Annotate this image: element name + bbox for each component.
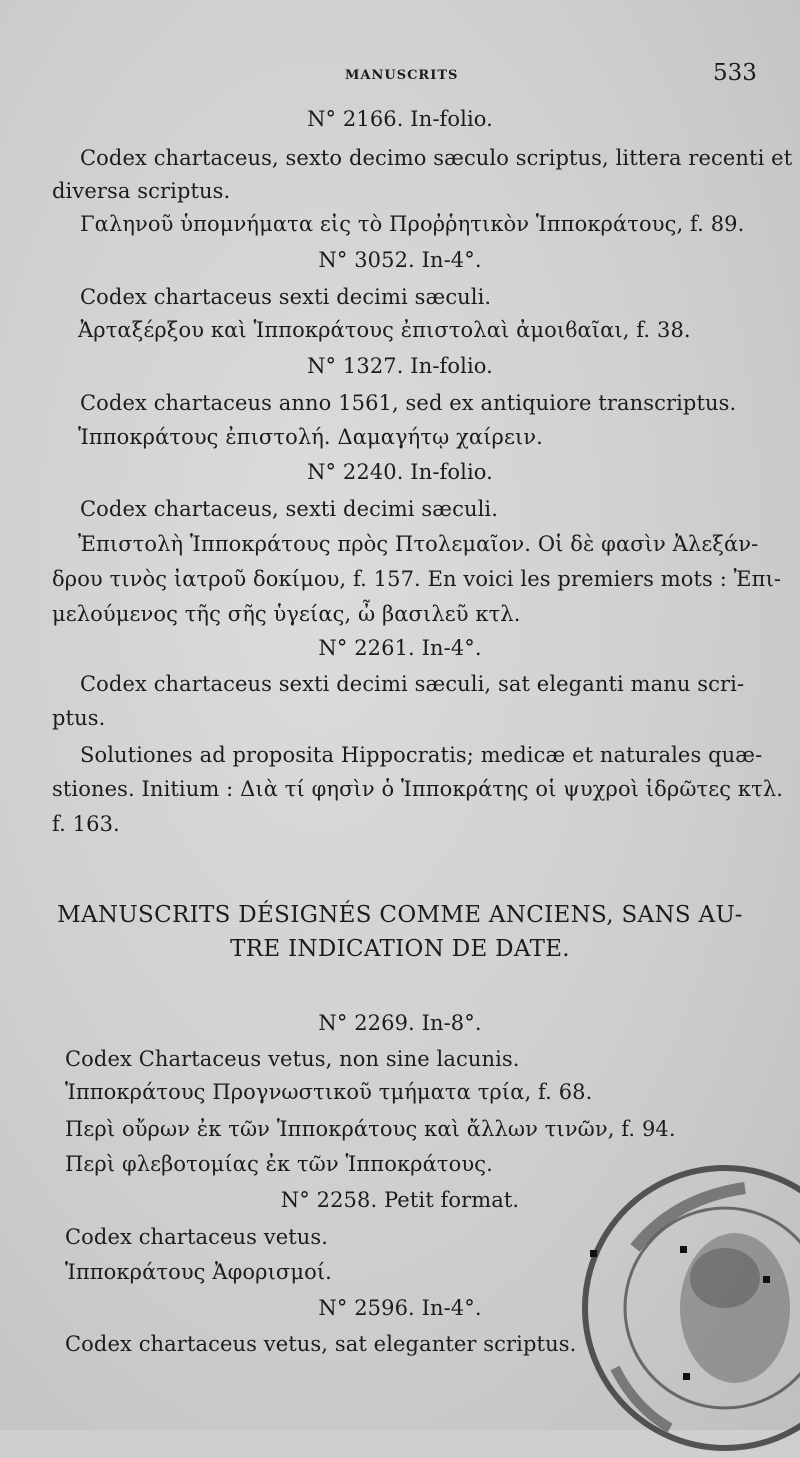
text-line: Codex chartaceus sexti decimi sæculi, sat eleganti manu scri- <box>80 672 745 696</box>
text-line: Solutiones ad proposita Hippocratis; medicæ et naturales quæ- <box>80 743 763 767</box>
greek-text-line: Περὶ φλεβοτομίας ἐκ τῶν Ἱπποκράτους. <box>65 1152 493 1176</box>
text-line: f. 163. <box>52 812 120 836</box>
section-heading-line: TRE INDICATION DE DATE. <box>230 936 570 962</box>
manuscript-entry-number: N° 1327. In-folio. <box>307 354 493 378</box>
greek-text-line: μελούμενος τῆς σῆς ὑγείας, ὦ βασιλεῦ κτλ. <box>52 602 521 626</box>
manuscript-entry-number: N° 2269. In-8°. <box>318 1011 482 1035</box>
text-line: Codex chartaceus sexti decimi sæculi. <box>80 285 492 309</box>
text-line: stiones. Initium : Διὰ τί φησὶν ὁ Ἱπποκράτης οἱ ψυχροὶ ἱδρῶτες κτλ. <box>52 777 784 801</box>
text-line: diversa scriptus. <box>52 179 231 203</box>
page-number: 533 <box>713 60 757 86</box>
text-line: Codex chartaceus, sexto decimo sæculo scriptus, littera recenti et <box>80 146 793 170</box>
text-line: Codex chartaceus vetus, sat eleganter scriptus. <box>65 1332 577 1356</box>
greek-text-line: Ἱπποκράτους Ἀφορισμοί. <box>65 1260 332 1284</box>
greek-text-line: Ἐπιστολὴ Ἱπποκράτους πρὸς Πτολεμαῖον. Οἱ δὲ φασὶν Ἀλεξάν- <box>78 532 759 556</box>
greek-text-line: Ἀρταξέρξου καὶ Ἱπποκράτους ἐπιστολαὶ ἀμοιϐαῖαι, f. 38. <box>78 318 691 342</box>
manuscript-entry-number: N° 2258. Petit format. <box>280 1188 520 1212</box>
section-heading-line: MANUSCRITS DÉSIGNÉS COMME ANCIENS, SANS AU- <box>57 902 743 928</box>
manuscript-entry-number: N° 2240. In-folio. <box>307 460 493 484</box>
greek-text-line: Ἱπποκράτους ἐπιστολή. Δαμαγήτῳ χαίρειν. <box>78 425 543 449</box>
manuscript-entry-number: N° 2261. In-4°. <box>318 636 482 660</box>
text-line: δρου τινὸς ἰατροῦ δοκίμου, f. 157. En voici les premiers mots : Ἐπι- <box>52 567 782 591</box>
text-line: Codex chartaceus, sexti decimi sæculi. <box>80 497 498 521</box>
manuscript-entry-number: N° 2596. In-4°. <box>318 1296 482 1320</box>
greek-text-line: Περὶ οὔρων ἐκ τῶν Ἱπποκράτους καὶ ἄλλων τινῶν, f. 94. <box>65 1117 676 1141</box>
section-heading <box>40 898 760 966</box>
greek-text-line: Γαληνοῦ ὑπομνήματα εἰς τὸ Προῤῥητικὸν Ἱπποκράτους, f. 89. <box>80 212 745 236</box>
manuscript-entry-number: N° 2166. In-folio. <box>307 107 493 131</box>
greek-text-line: Ἱπποκράτους Προγνωστικοῦ τμήματα τρία, f. 68. <box>65 1080 593 1104</box>
manuscript-entry-number: N° 3052. In-4°. <box>318 248 482 272</box>
running-title: MANUSCRITS <box>345 68 459 83</box>
text-line: Codex chartaceus vetus. <box>65 1225 329 1249</box>
library-stamp-icon <box>575 1158 800 1458</box>
text-line: ptus. <box>52 706 106 730</box>
text-line: Codex Chartaceus vetus, non sine lacunis. <box>65 1047 520 1071</box>
text-line: Codex chartaceus anno 1561, sed ex antiquiore transcriptus. <box>80 391 737 415</box>
